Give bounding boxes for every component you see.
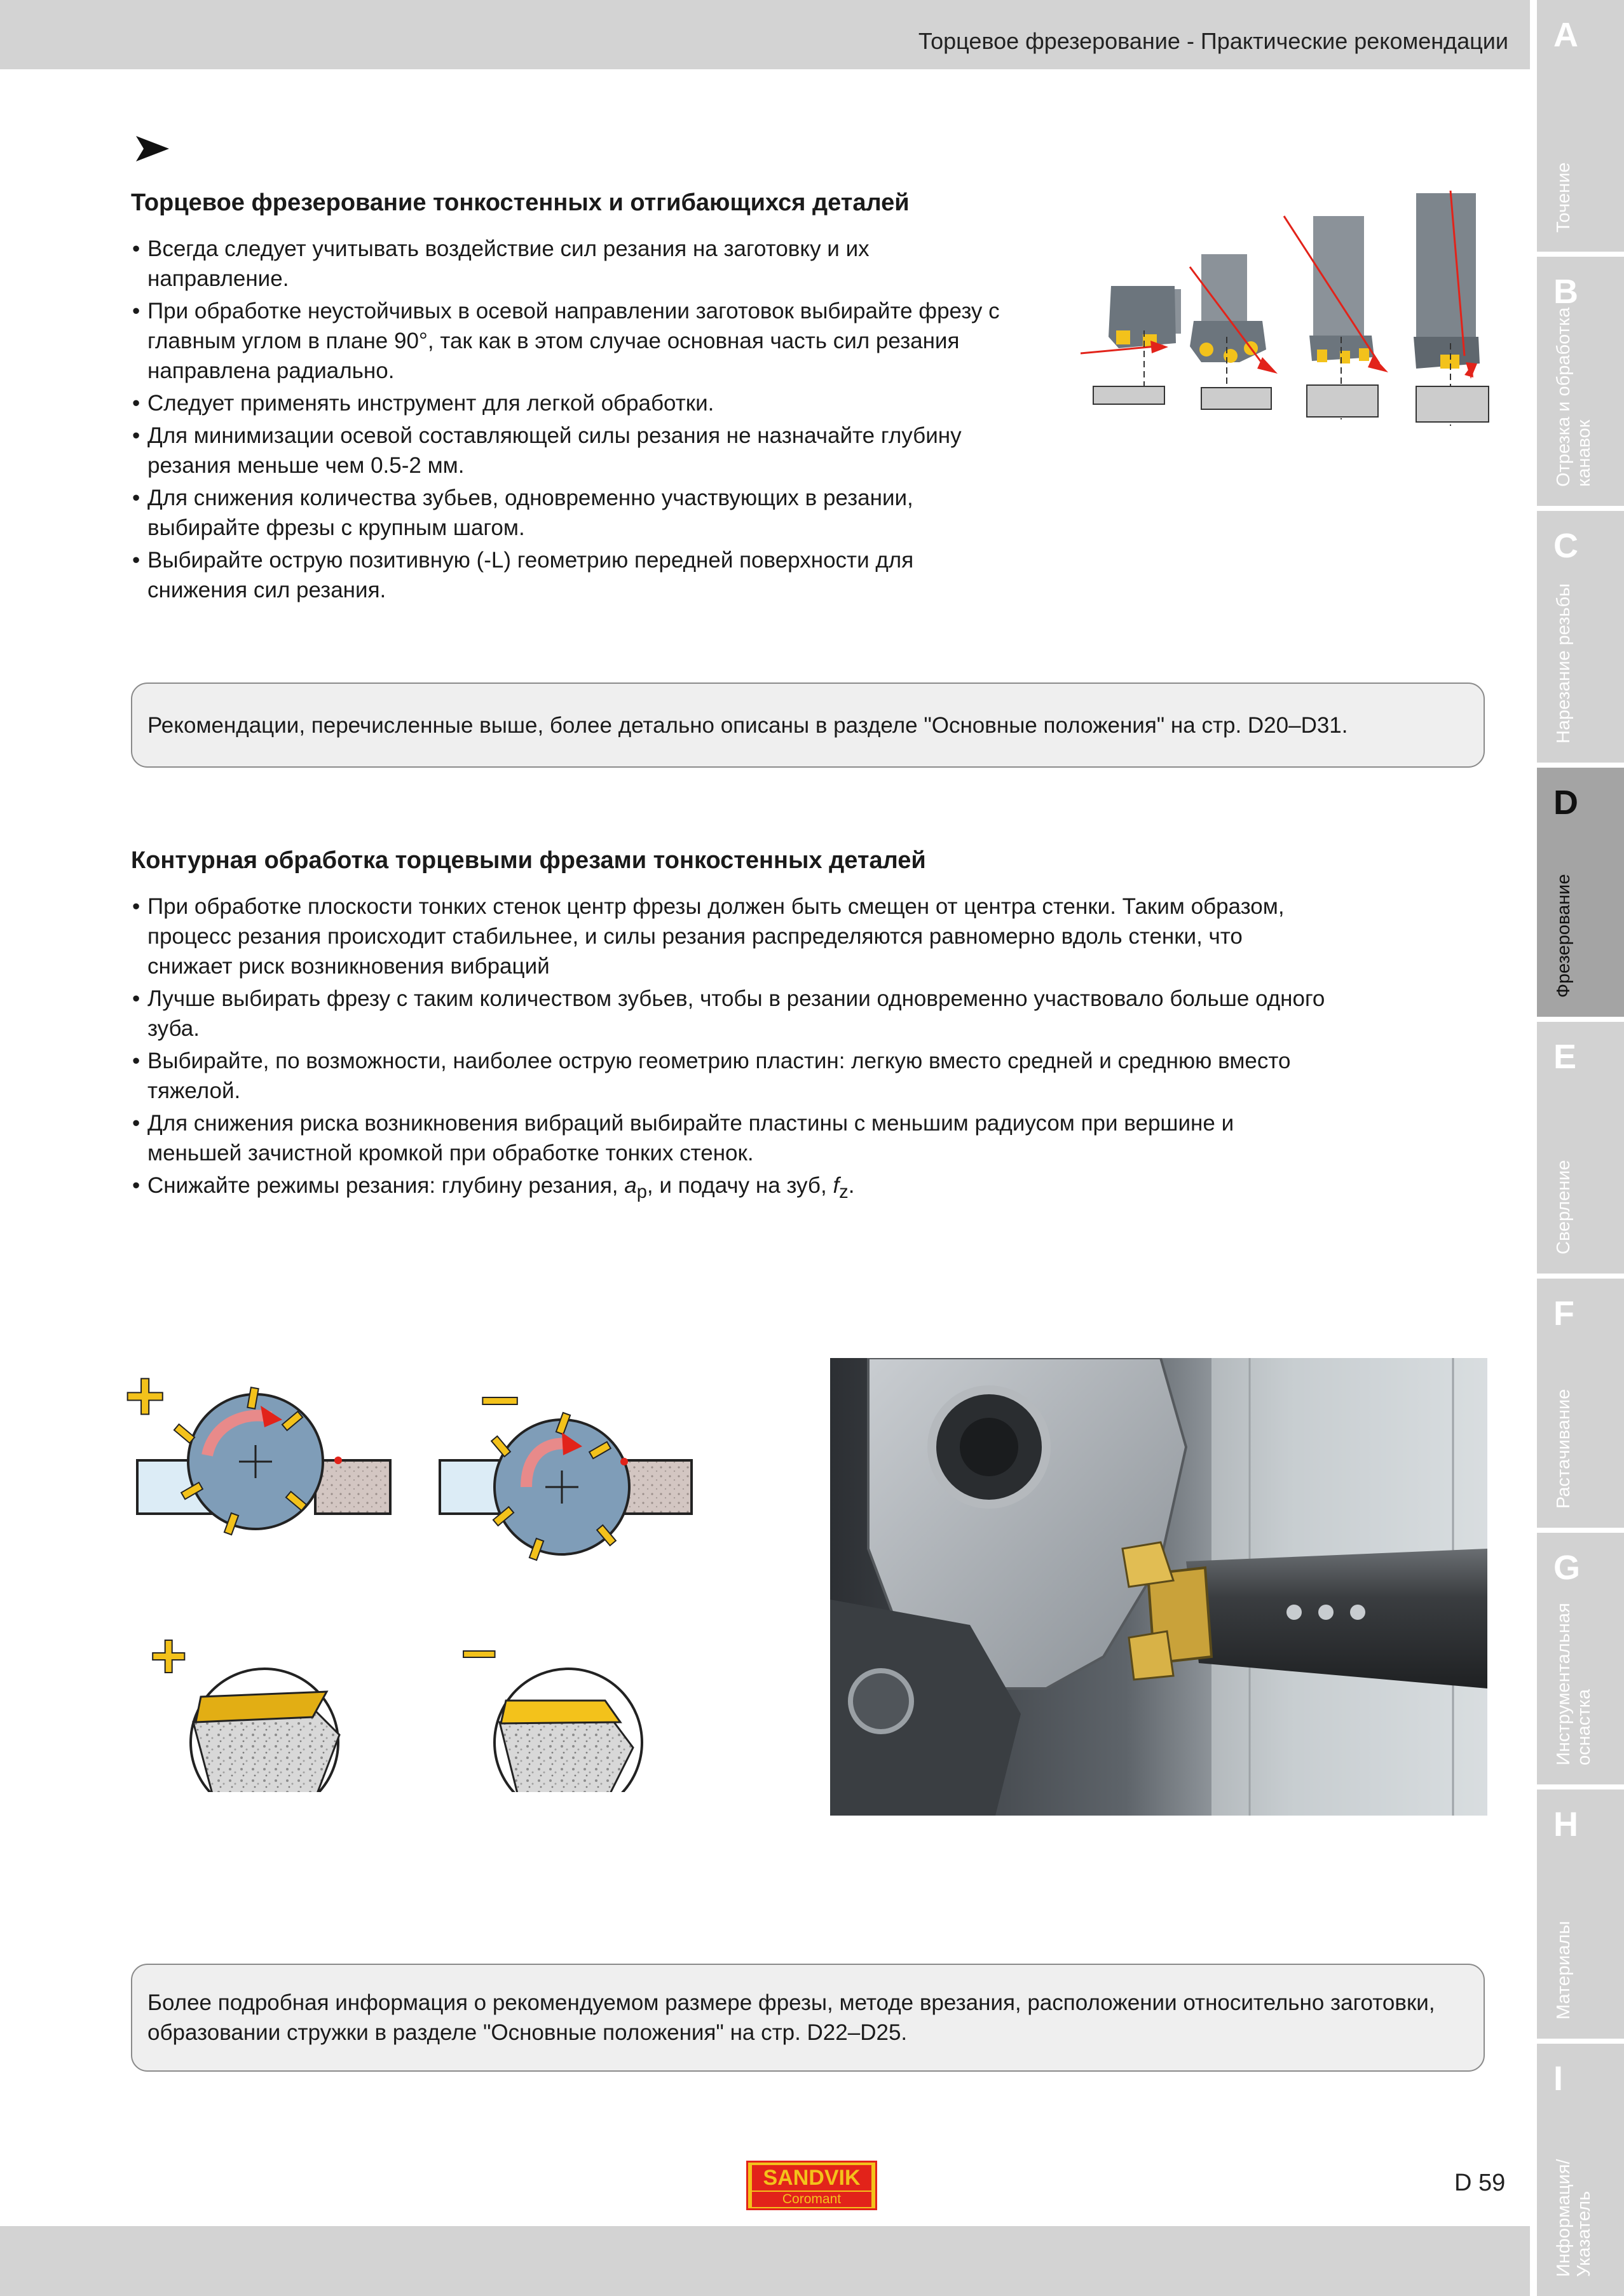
tab-c[interactable] [1537,511,1624,763]
blunt-edge-detail-icon [461,1614,642,1792]
svg-text:–: – [461,1614,497,1685]
tab-letter: C [1553,527,1578,565]
tab-letter: E [1553,1038,1577,1076]
tab-label: Фрезерование [1553,874,1574,998]
tab-h[interactable] [1537,1790,1624,2039]
tab-a[interactable] [1537,0,1624,252]
cutter-entering-angle-illustration [1081,184,1494,435]
tab-letter: I [1553,2060,1564,2098]
tab-g[interactable] [1537,1533,1624,1784]
cutter-75-icon [1284,216,1388,419]
tab-label: Информация/ Указатель [1553,2159,1594,2277]
list-item: • Лучше выбирать фрезу с таким количеством зубьев, чтобы в резании одновременно участвовало больше одного зуба. [132,984,1327,1043]
tab-label: Материалы [1553,1920,1574,2020]
tab-letter: F [1553,1294,1574,1333]
section2-title: Контурная обработка торцевыми фрезами тонкостенных деталей [131,847,926,874]
list-item: • Выбирайте острую позитивную (-L) геометрию передней поверхности для снижения сил резания. [132,545,1009,605]
svg-text:–: – [481,1366,520,1435]
page-number: D 59 [1454,2170,1506,2196]
footer-bar [0,2226,1530,2296]
list-item: • Для минимизации осевой составляющей силы резания не назначайте глубину резания меньше чем 0.5-2 мм. [132,421,1009,480]
logo-subline: Coromant [752,2192,871,2207]
tab-label: Нарезание резьбы [1553,583,1574,744]
cross-reference-note: Рекомендации, перечисленные выше, более детально описаны в разделе "Основные положения" на стр. D20–D31. [131,683,1485,768]
list-item: • Для снижения риска возникновения вибраций выбирайте пластины с меньшим радиусом при вершине и меньшей зачистной кромкой при обработке тонких стенок. [132,1108,1327,1168]
cutter-90-icon [1414,191,1489,426]
sandvik-coromant-logo [746,2161,877,2210]
running-title: Торцевое фрезерование - Практические рекомендации [918,28,1508,54]
logo-wordmark: SANDVIK [752,2165,871,2191]
offset-positive-icon [125,1366,390,1535]
tab-label: Точение [1553,162,1574,233]
section1-title: Торцевое фрезерование тонкостенных и отгибающихся деталей [131,189,910,216]
list-item: • Всегда следует учитывать воздействие сил резания на заготовку и их направление. [132,234,1009,294]
tab-label: Сверление [1553,1160,1574,1254]
cross-reference-note-2: Более подробная информация о рекомендуемом размере фрезы, методе врезания, расположении относительно заготовки, образовании стружки в разделе "Основные положения" на стр. D22–D25. [131,1964,1485,2072]
cutter-position-diagram [125,1366,709,1795]
section2-bullets [132,892,1327,1210]
tab-label: Отрезка и обработка канавок [1553,307,1594,487]
list-item: • При обработке плоскости тонких стенок центр фрезы должен быть смещен от центра стенки. Таким образом, процесс резания происходит стабильнее, и силы резания распределяются равномерно вдоль стенки, что снижает риск возникновения вибраций [132,892,1327,981]
tab-d[interactable] [1537,768,1624,1017]
list-item: • Снижайте режимы резания: глубину резания, $a_p$, и подачу на зуб, $f_z$. [132,1171,1327,1207]
tab-letter: B [1553,273,1578,311]
arrow-marker-icon [136,136,169,165]
machining-photo [830,1358,1487,1816]
tab-i[interactable] [1537,2044,1624,2296]
list-item: • Для снижения количества зубьев, одновременно участвующих в резании, выбирайте фрезы с крупным шагом. [132,483,1009,543]
tab-letter: H [1553,1805,1578,1844]
tab-label: Растачивание [1553,1389,1574,1509]
tab-letter: G [1553,1549,1581,1587]
svg-text:+: + [150,1620,188,1692]
list-item: • При обработке неустойчивых в осевой направлении заготовок выбирайте фрезу с главным углом в плане 90°, так как в этом случае основная часть сил резания направлена радиально. [132,296,1009,386]
tab-b[interactable] [1537,257,1624,506]
tab-letter: D [1553,784,1578,822]
list-item: • Выбирайте, по возможности, наиболее острую геометрию пластин: легкую вместо средней и среднюю вместо тяжелой. [132,1046,1327,1106]
tab-label: Инструментальная оснастка [1553,1603,1594,1765]
svg-text:+: + [125,1366,166,1435]
tab-letter: A [1553,16,1578,54]
tab-f[interactable] [1537,1279,1624,1528]
tab-e[interactable] [1537,1022,1624,1274]
list-item: • Следует применять инструмент для легкой обработки. [132,388,1009,418]
section1-bullets [132,234,1009,608]
cutter-45-icon [1081,286,1181,404]
sharp-edge-detail-icon [150,1620,339,1792]
offset-negative-icon [440,1366,692,1560]
cutter-round-insert-icon [1190,254,1278,409]
